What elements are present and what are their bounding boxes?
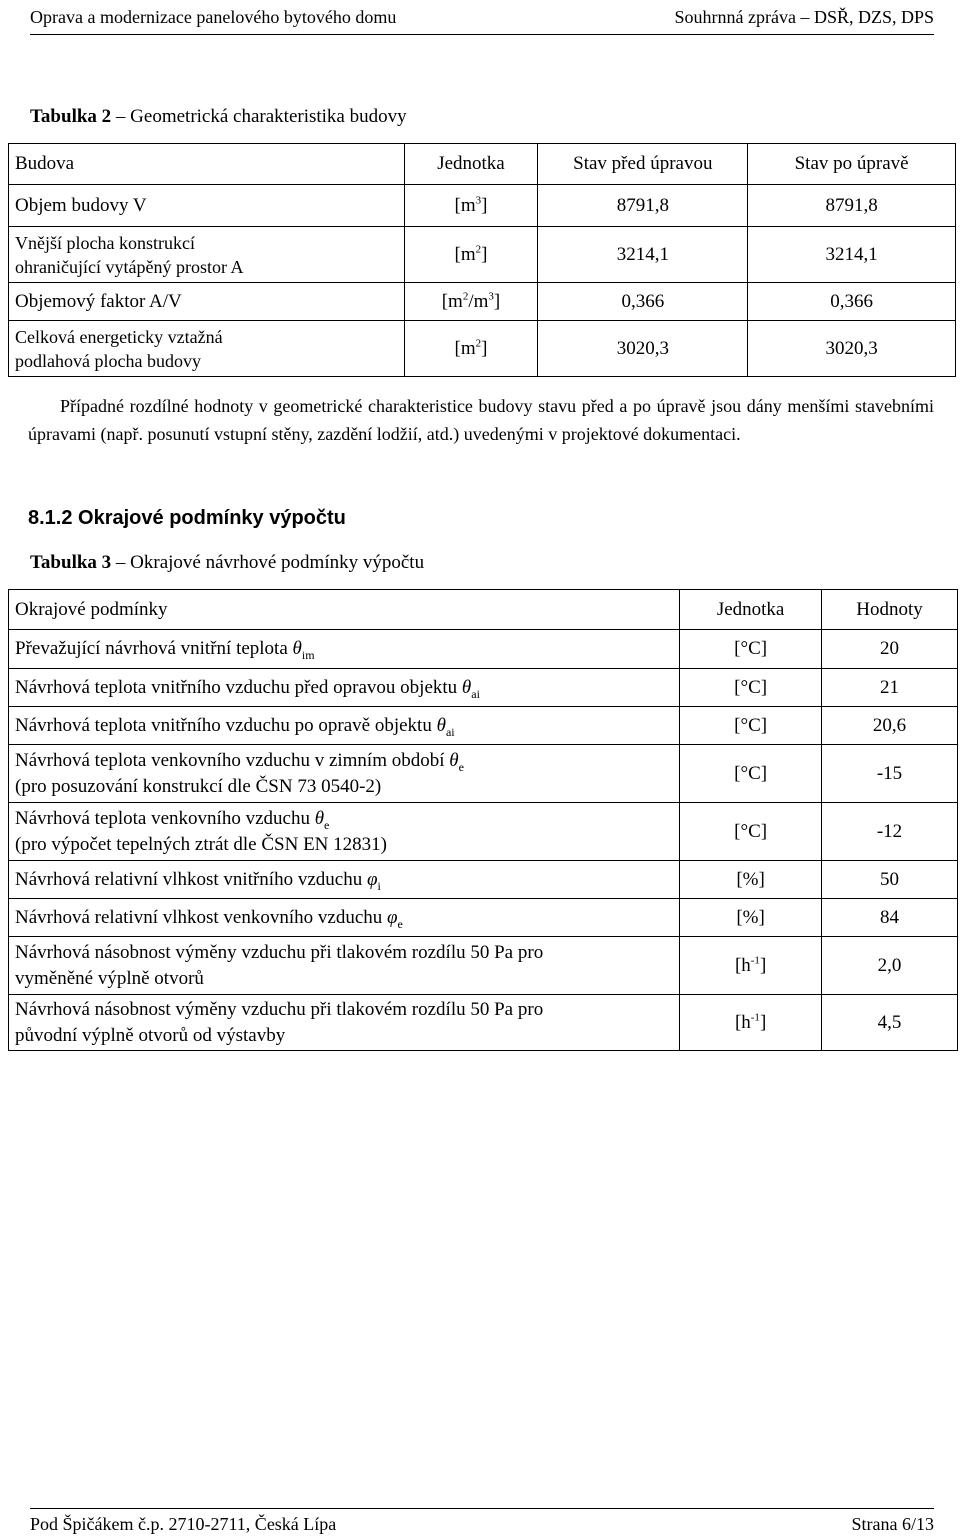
- footer-address: Pod Špičákem č.p. 2710-2711, Česká Lípa: [30, 1514, 337, 1534]
- header-cell: Okrajové podmínky: [9, 590, 680, 630]
- unit-cell: $[m^2]$: [404, 227, 538, 283]
- table-header-row: [9, 590, 958, 630]
- header-cell: Budova: [9, 144, 405, 185]
- header-cell: Stav po úpravě: [748, 144, 956, 185]
- table-row: [9, 185, 956, 227]
- table3-caption-text: – Okrajové návrhové podmínky výpočtu: [115, 552, 425, 573]
- value-before: 3020,3: [538, 321, 748, 377]
- unit-cell: [%]: [680, 899, 822, 937]
- table2-caption-text: – Geometrická charakteristika budovy: [115, 106, 407, 127]
- table-row: [9, 995, 958, 1051]
- unit-cell: $[h^{-1}]$: [680, 995, 822, 1051]
- page-footer: [30, 1508, 934, 1535]
- table2-caption-label: Tabulka 2: [30, 106, 112, 127]
- value-after: 3020,3: [748, 321, 956, 377]
- unit-cell: $[m^2]$: [404, 321, 538, 377]
- value-cell: -15: [822, 745, 958, 803]
- header-document-title: Oprava a modernizace panelového bytového domu: [30, 6, 397, 27]
- table-row: [9, 630, 958, 669]
- table-row: [9, 283, 956, 321]
- value-cell: 84: [822, 899, 958, 937]
- row-label: Objemový faktor A/V: [9, 283, 405, 321]
- condition-label: Návrhová teplota venkovního vzduchu v zimním období $\theta_e$ (pro posuzování konstrukcí dle ČSN 73 0540-2): [9, 745, 680, 803]
- unit-cell: [°C]: [680, 803, 822, 861]
- condition-label: Převažující návrhová vnitřní teplota $\theta_{im}$: [9, 630, 680, 669]
- value-cell: 21: [822, 669, 958, 707]
- table2-caption: [30, 106, 407, 128]
- header-cell: Stav před úpravou: [538, 144, 748, 185]
- value-after: 0,366: [748, 283, 956, 321]
- page-header: [30, 0, 934, 35]
- condition-label: Návrhová teplota vnitřního vzduchu po opravě objektu $\theta_{ai}$: [9, 707, 680, 745]
- unit-cell: [°C]: [680, 707, 822, 745]
- table3-caption-label: Tabulka 3: [30, 552, 112, 573]
- header-cell: Hodnoty: [822, 590, 958, 630]
- table3-caption: [30, 552, 424, 574]
- table-row: [9, 937, 958, 995]
- header-cell: Jednotka: [680, 590, 822, 630]
- unit-cell: $[m^2/m^3]$: [404, 283, 538, 321]
- value-before: 0,366: [538, 283, 748, 321]
- row-label: Celková energeticky vztažná podlahová plocha budovy: [9, 321, 405, 377]
- value-cell: 2,0: [822, 937, 958, 995]
- condition-label: Návrhová relativní vlhkost venkovního vzduchu $\varphi_e$: [9, 899, 680, 937]
- condition-label: Návrhová násobnost výměny vzduchu při tlakovém rozdílu 50 Pa pro původní výplně otvorů od výstavby: [9, 995, 680, 1051]
- geometry-note: Případné rozdílné hodnoty v geometrické charakteristice budovy stavu před a po úpravě jsou dány menšími stavebními úpravami (např. posunutí vstupní stěny, zazdění lodžií, atd.) uvedenými v projektové dokumentaci.: [28, 396, 934, 444]
- value-before: 8791,8: [538, 185, 748, 227]
- table-row: [9, 745, 958, 803]
- row-label: Vnější plocha konstrukcí ohraničující vytápěný prostor A: [9, 227, 405, 283]
- condition-label: Návrhová teplota venkovního vzduchu $\theta_e$ (pro výpočet tepelných ztrát dle ČSN EN 12831): [9, 803, 680, 861]
- table-row: [9, 669, 958, 707]
- header-cell: Jednotka: [404, 144, 538, 185]
- unit-cell: [°C]: [680, 669, 822, 707]
- unit-cell: [%]: [680, 861, 822, 899]
- value-cell: 20,6: [822, 707, 958, 745]
- header-report-type: Souhrnná zpráva – DSŘ, DZS, DPS: [674, 6, 934, 27]
- condition-label: Návrhová násobnost výměny vzduchu při tlakovém rozdílu 50 Pa pro vyměněné výplně otvorů: [9, 937, 680, 995]
- section-heading: 8.1.2 Okrajové podmínky výpočtu: [28, 507, 346, 529]
- condition-label: Návrhová relativní vlhkost vnitřního vzduchu $\varphi_i$: [9, 861, 680, 899]
- geometry-table: [8, 143, 956, 377]
- value-cell: 50: [822, 861, 958, 899]
- unit-cell: $[m^3]$: [404, 185, 538, 227]
- unit-cell: [°C]: [680, 745, 822, 803]
- condition-label: Návrhová teplota vnitřního vzduchu před opravou objektu $\theta_{ai}$: [9, 669, 680, 707]
- table-row: [9, 861, 958, 899]
- value-after: 8791,8: [748, 185, 956, 227]
- row-label: Objem budovy V: [9, 185, 405, 227]
- value-after: 3214,1: [748, 227, 956, 283]
- table-header-row: [9, 144, 956, 185]
- table-row: [9, 321, 956, 377]
- unit-cell: $[h^{-1}]$: [680, 937, 822, 995]
- table-row: [9, 899, 958, 937]
- table-row: [9, 803, 958, 861]
- value-cell: 4,5: [822, 995, 958, 1051]
- table-row: [9, 227, 956, 283]
- value-cell: -12: [822, 803, 958, 861]
- table-row: [9, 707, 958, 745]
- unit-cell: [°C]: [680, 630, 822, 669]
- value-cell: 20: [822, 630, 958, 669]
- value-before: 3214,1: [538, 227, 748, 283]
- boundary-conditions-table: [8, 589, 958, 1051]
- footer-page-number: Strana 6/13: [851, 1514, 934, 1534]
